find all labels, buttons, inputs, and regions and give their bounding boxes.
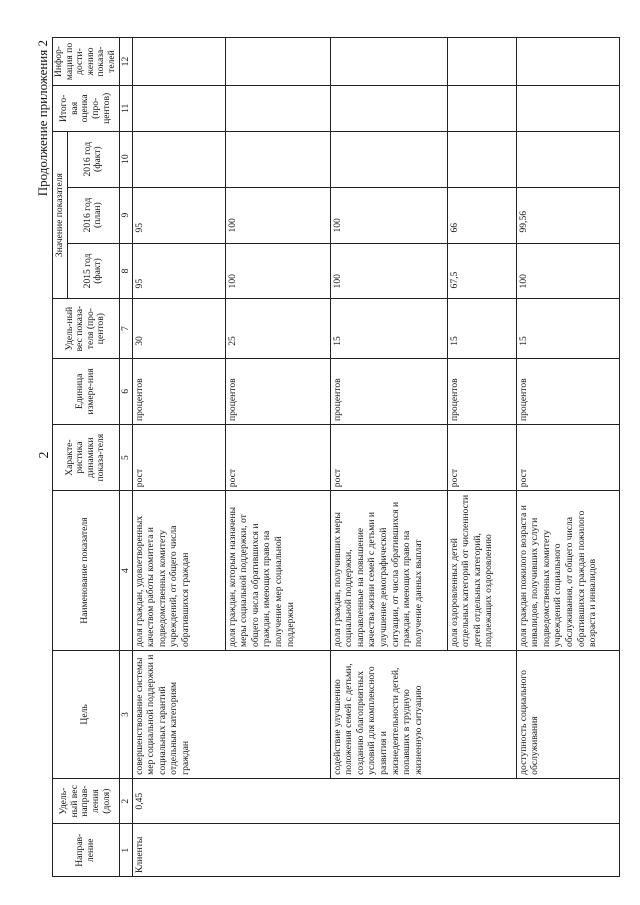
dynamics-cell: рост	[132, 425, 225, 491]
unit-cell: процентов	[447, 358, 516, 424]
direction-weight-cell: 0,45	[132, 778, 619, 824]
value-2015-cell: 95	[132, 243, 225, 299]
column-number: 2	[119, 778, 132, 824]
indicator-cell: доля оздоровленных детей отдельных категорий от численности детей отдельных категорий, подлежащих оздоровлению	[447, 491, 516, 651]
info-cell	[516, 38, 619, 86]
header-indicator-weight: Удель-ный вес показа-теля (про-центов)	[53, 299, 120, 358]
unit-cell: процентов	[516, 358, 619, 424]
table-row	[330, 38, 447, 877]
header-2015-fact: 2015 год (факт)	[68, 243, 119, 299]
info-cell	[132, 38, 225, 86]
direction-cell: Клиенты	[132, 824, 619, 877]
indicator-cell: доля граждан, удовлетворенных качеством работы комитета и подведомственных комитету учреждений, от общего числа обратившихся граждан	[132, 491, 225, 651]
unit-cell: процентов	[330, 358, 447, 424]
value-2016-plan-cell: 100	[225, 187, 330, 243]
total-cell	[225, 86, 330, 132]
continuation-caption: Продолжение приложения 2	[35, 40, 50, 197]
value-2016-fact-cell	[516, 131, 619, 187]
indicators-table	[52, 37, 620, 877]
header-goal: Цель	[53, 651, 120, 779]
header-dynamics: Характе-ристика динамики показа-теля	[53, 425, 120, 491]
value-2015-cell: 100	[516, 243, 619, 299]
column-number: 6	[119, 358, 132, 424]
value-2016-fact-cell	[225, 131, 330, 187]
goal-cell: совершенствование системы мер социальной поддержки и социальных гарантий отдельным категориям граждан	[132, 651, 330, 779]
unit-cell: процентов	[225, 358, 330, 424]
dynamics-cell: рост	[447, 425, 516, 491]
header-row-1	[53, 38, 68, 877]
value-2016-fact-cell	[132, 131, 225, 187]
column-number: 4	[119, 491, 132, 651]
header-2016-fact: 2016 год (факт)	[68, 131, 119, 187]
info-cell	[447, 38, 516, 86]
weight-cell: 15	[330, 299, 447, 358]
value-2016-fact-cell	[447, 131, 516, 187]
column-number: 9	[119, 187, 132, 243]
value-2016-plan-cell: 100	[330, 187, 447, 243]
header-indicator: Наименование показателя	[53, 491, 120, 651]
header-2016-plan: 2016 год (план)	[68, 187, 119, 243]
header-total: Итого-вая оценка (про-центов)	[53, 86, 120, 132]
dynamics-cell: рост	[225, 425, 330, 491]
column-number: 1	[119, 824, 132, 877]
indicator-cell: доля граждан, получивших меры социальной поддержки, направленные на повышение качества жизни семей с детьми и улучшение демографической ситуации, от числа обратившихся и граждан, имеющих право на получение данных выплат	[330, 491, 447, 651]
column-number: 12	[119, 38, 132, 86]
weight-cell: 15	[447, 299, 516, 358]
goal-cell: доступность социального обслуживания	[516, 651, 619, 779]
info-cell	[330, 38, 447, 86]
header-info: Инфор-мация по дости-жению показа-телей	[53, 38, 120, 86]
column-numbers-row	[119, 38, 132, 877]
value-2015-cell: 100	[330, 243, 447, 299]
goal-cell: содействие улучшению положения семей с детьми, созданию благоприятных условий для комплексного развития и жизнедеятельности детей, попавших в трудную жизненную ситуацию	[330, 651, 516, 779]
table-row	[132, 38, 225, 877]
indicator-cell: доля граждан, которым назначены меры социальной поддержки, от общего числа обратившихся и граждан, имеющих право на получение мер социальной поддержки	[225, 491, 330, 651]
value-2016-plan-cell: 66	[447, 187, 516, 243]
value-2015-cell: 67,5	[447, 243, 516, 299]
total-cell	[132, 86, 225, 132]
value-2016-plan-cell: 95	[132, 187, 225, 243]
column-number: 3	[119, 651, 132, 779]
column-number: 8	[119, 243, 132, 299]
value-2016-fact-cell	[330, 131, 447, 187]
column-number: 7	[119, 299, 132, 358]
column-number: 11	[119, 86, 132, 132]
total-cell	[447, 86, 516, 132]
column-number: 5	[119, 425, 132, 491]
value-2015-cell: 100	[225, 243, 330, 299]
table-row	[516, 38, 619, 877]
page-number: 2	[37, 451, 52, 459]
total-cell	[516, 86, 619, 132]
unit-cell: процентов	[132, 358, 225, 424]
dynamics-cell: рост	[330, 425, 447, 491]
weight-cell: 30	[132, 299, 225, 358]
info-cell	[225, 38, 330, 86]
column-number: 10	[119, 131, 132, 187]
weight-cell: 25	[225, 299, 330, 358]
header-unit: Единица измере-ния	[53, 358, 120, 424]
dynamics-cell: рост	[516, 425, 619, 491]
value-2016-plan-cell: 99,56	[516, 187, 619, 243]
header-direction: Направ-ление	[53, 824, 120, 877]
weight-cell: 15	[516, 299, 619, 358]
header-direction-weight: Удель-ный вес направ-ления (доля)	[53, 778, 120, 824]
indicator-cell: доля граждан пожилого возраста и инвалидов, получивших услуги подведомственных комитету учреждений социального обслуживания, от общего числа обратившихся граждан пожилого возраста и инвалидов	[516, 491, 619, 651]
header-values-group: Значение показателя	[53, 131, 68, 299]
total-cell	[330, 86, 447, 132]
